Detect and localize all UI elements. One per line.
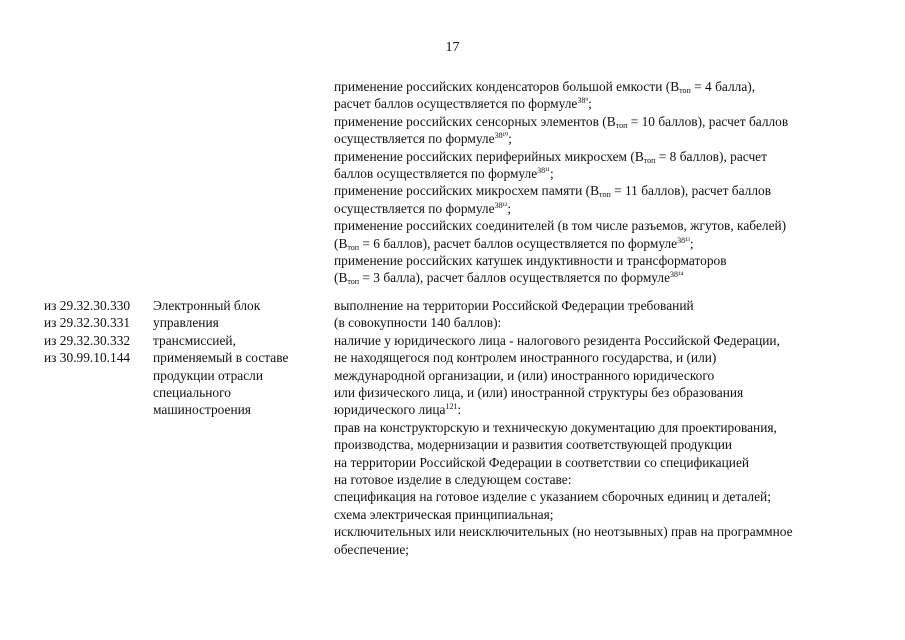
text-line: спецификация на готовое изделие с указанием сборочных единиц и деталей; [334,489,771,505]
text-line: применение российских конденсаторов большой емкости ($В_{топ} = 4$ балла), [334,79,756,95]
product-code: из 29.32.30.330 [44,298,131,313]
product-name [153,297,323,419]
text-line: осуществляется по формуле$^{38^{12}}$; [334,200,512,216]
page-number: 17 [445,40,460,55]
text-line: на территории Российской Федерации в соответствии со спецификацией [334,454,750,470]
text-line: обеспечение; [334,541,410,557]
text-line: исключительных или неисключительных (но неотзывных) прав на программное [334,524,793,540]
text-line: наличие у юридического лица - налогового резидента Российской Федерации, [334,332,780,348]
text-line: применение российских соединителей (в том числе разъемов, жгутов, кабелей) [334,218,787,234]
text-line: прав на конструкторскую и техническую документацию для проектирования, [334,419,777,435]
product-name-line: применяемый в составе [153,350,289,366]
text-line: применение российских периферийных микросхем ($В_{топ} = 8$ баллов), расчет [334,148,767,165]
text-line: производства, модернизации и развития соответствующей продукции [334,437,733,453]
text-line: применение российских сенсорных элементов ($В_{топ} = 10$ баллов), расчет баллов [334,113,789,130]
okpd2-codes [44,297,149,367]
text-line: схема электрическая принципиальная; [334,506,554,522]
footnote-ref: 38¹³ [677,235,690,245]
text-line: ($В_{топ} = 6$ баллов), расчет баллов осуществляется по формуле$^{38^{13}}$; [334,235,694,252]
product-name-line: специального [153,385,231,401]
text-line: не находящегося под контролем иностранного государства, и (или) [334,350,717,366]
upper-text-block [334,78,894,287]
text-line: применение российских катушек индуктивности и трансформаторов [334,253,727,269]
text-line: юридического лица$^{121}$: [334,402,462,418]
text-line: ($В_{топ} = 3$ балла), расчет баллов осуществляется по формуле$^{38^{14}}$ [334,270,684,287]
product-name-line: продукции отрасли [153,367,263,383]
text-line: баллов осуществляется по формуле$^{38^{11}}$; [334,166,554,182]
product-code: из 29.32.30.332 [44,332,131,348]
footnote-ref: 121 [445,402,458,412]
product-name-line: машиностроения [153,402,251,418]
product-name-line: управления [153,315,219,331]
footnote-ref: 38¹¹ [537,166,550,176]
product-name-line: трансмиссией, [153,332,236,348]
product-code: из 29.32.30.331 [44,315,131,331]
footnote-ref: 38¹² [494,200,508,210]
requirements-block [334,297,894,558]
text-line: или физического лица, и (или) иностранной структуры без образования [334,385,744,401]
text-line: расчет баллов осуществляется по формуле$^{38^9}$; [334,96,592,112]
product-name-line: Электронный блок [153,298,261,313]
text-line: на готовое изделие в следующем составе: [334,472,572,488]
product-code: из 30.99.10.144 [44,350,131,366]
text-line: осуществляется по формуле$^{38^{10}}$; [334,131,512,147]
text-line: международной организации, и (или) иностранного юридического [334,367,715,383]
text-line: выполнение на территории Российской Федерации требований [334,298,694,313]
text-line: (в совокупности 140 баллов): [334,315,502,331]
footnote-ref: 38⁹ [577,96,589,106]
text-line: применение российских микросхем памяти ($В_{топ} = 11$ баллов), расчет баллов [334,183,772,200]
footnote-ref: 38¹⁰ [494,131,509,141]
footnote-ref: 38¹⁴ [670,270,684,280]
